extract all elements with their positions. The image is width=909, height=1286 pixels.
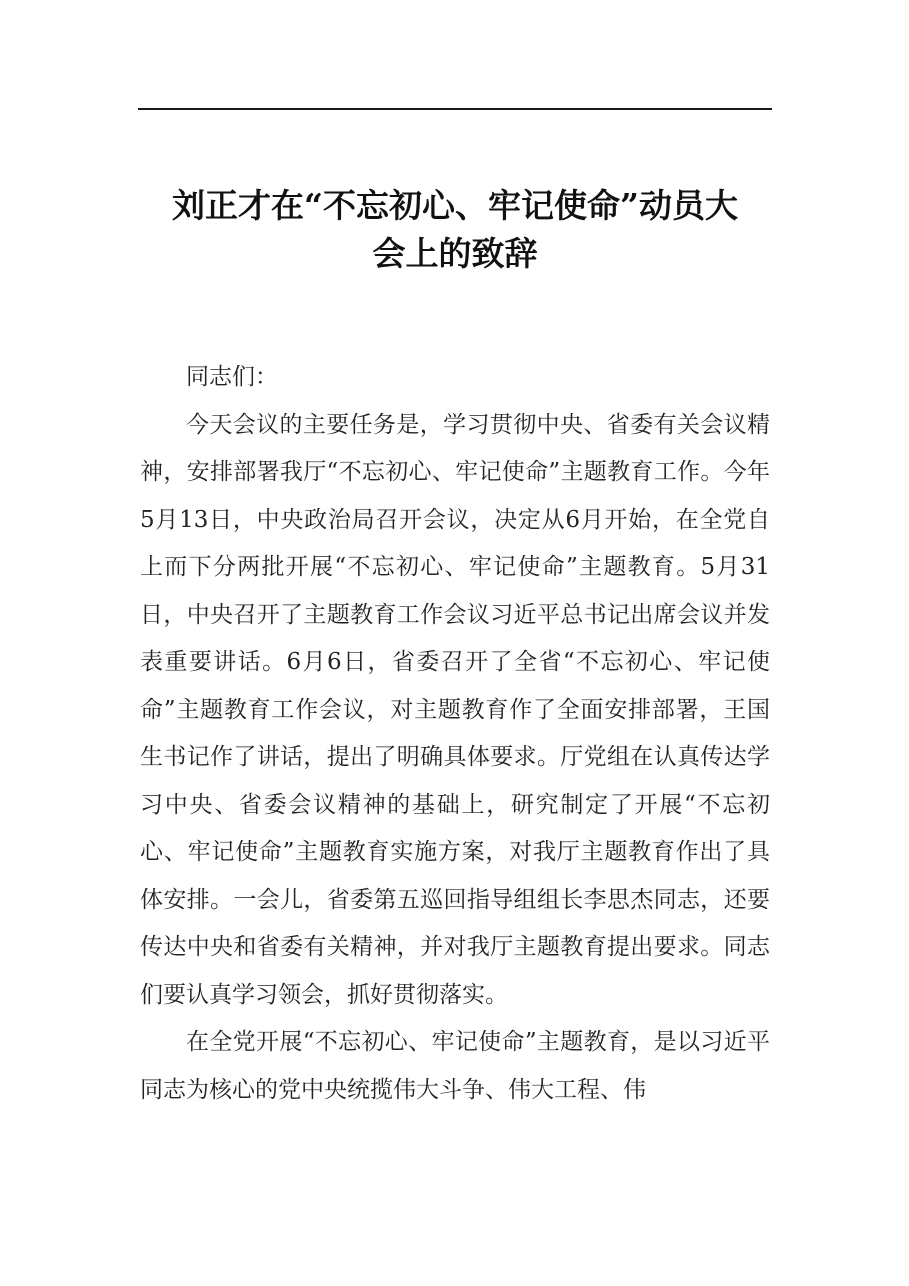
salutation: 同志们： bbox=[186, 364, 278, 390]
paragraph-2: 在全党开展“不忘初心、牢记使命”主题教育，是以习近平同志为核心的党中央统揽伟大斗争、伟大工程、伟 bbox=[140, 1029, 770, 1103]
title-line-1: 刘正才在“不忘初心、牢记使命”动员大 bbox=[172, 186, 738, 225]
document-title bbox=[138, 182, 772, 278]
paragraph-1: 今天会议的主要任务是，学习贯彻中央、省委有关会议精神，安排部署我厅“不忘初心、牢记使命”主题教育工作。今年5月13日，中央政治局召开会议，决定从6月开始，在全党自上而下分两批开展“不忘初心、牢记使命”主题教育。5月31日，中央召开了主题教育工作会议习近平总书记出席会议并发表重要讲话。6月6日，省委召开了全省“不忘初心、牢记使命”主题教育工作会议，对主题教育作了全面安排部署，王国生书记作了讲话，提出了明确具体要求。厅党组在认真传达学习中央、省委会议精神的基础上，研究制定了开展“不忘初心、牢记使命”主题教育实施方案，对我厅主题教育作出了具体安排。一会儿，省委第五巡回指导组组长李思杰同志，还要传达中央和省委有关精神，并对我厅主题教育提出要求。同志们要认真学习领会，抓好贯彻落实。 bbox=[140, 411, 770, 1008]
document-body bbox=[140, 354, 770, 1114]
title-line-2: 会上的致辞 bbox=[372, 234, 538, 273]
header-rule bbox=[138, 108, 772, 110]
